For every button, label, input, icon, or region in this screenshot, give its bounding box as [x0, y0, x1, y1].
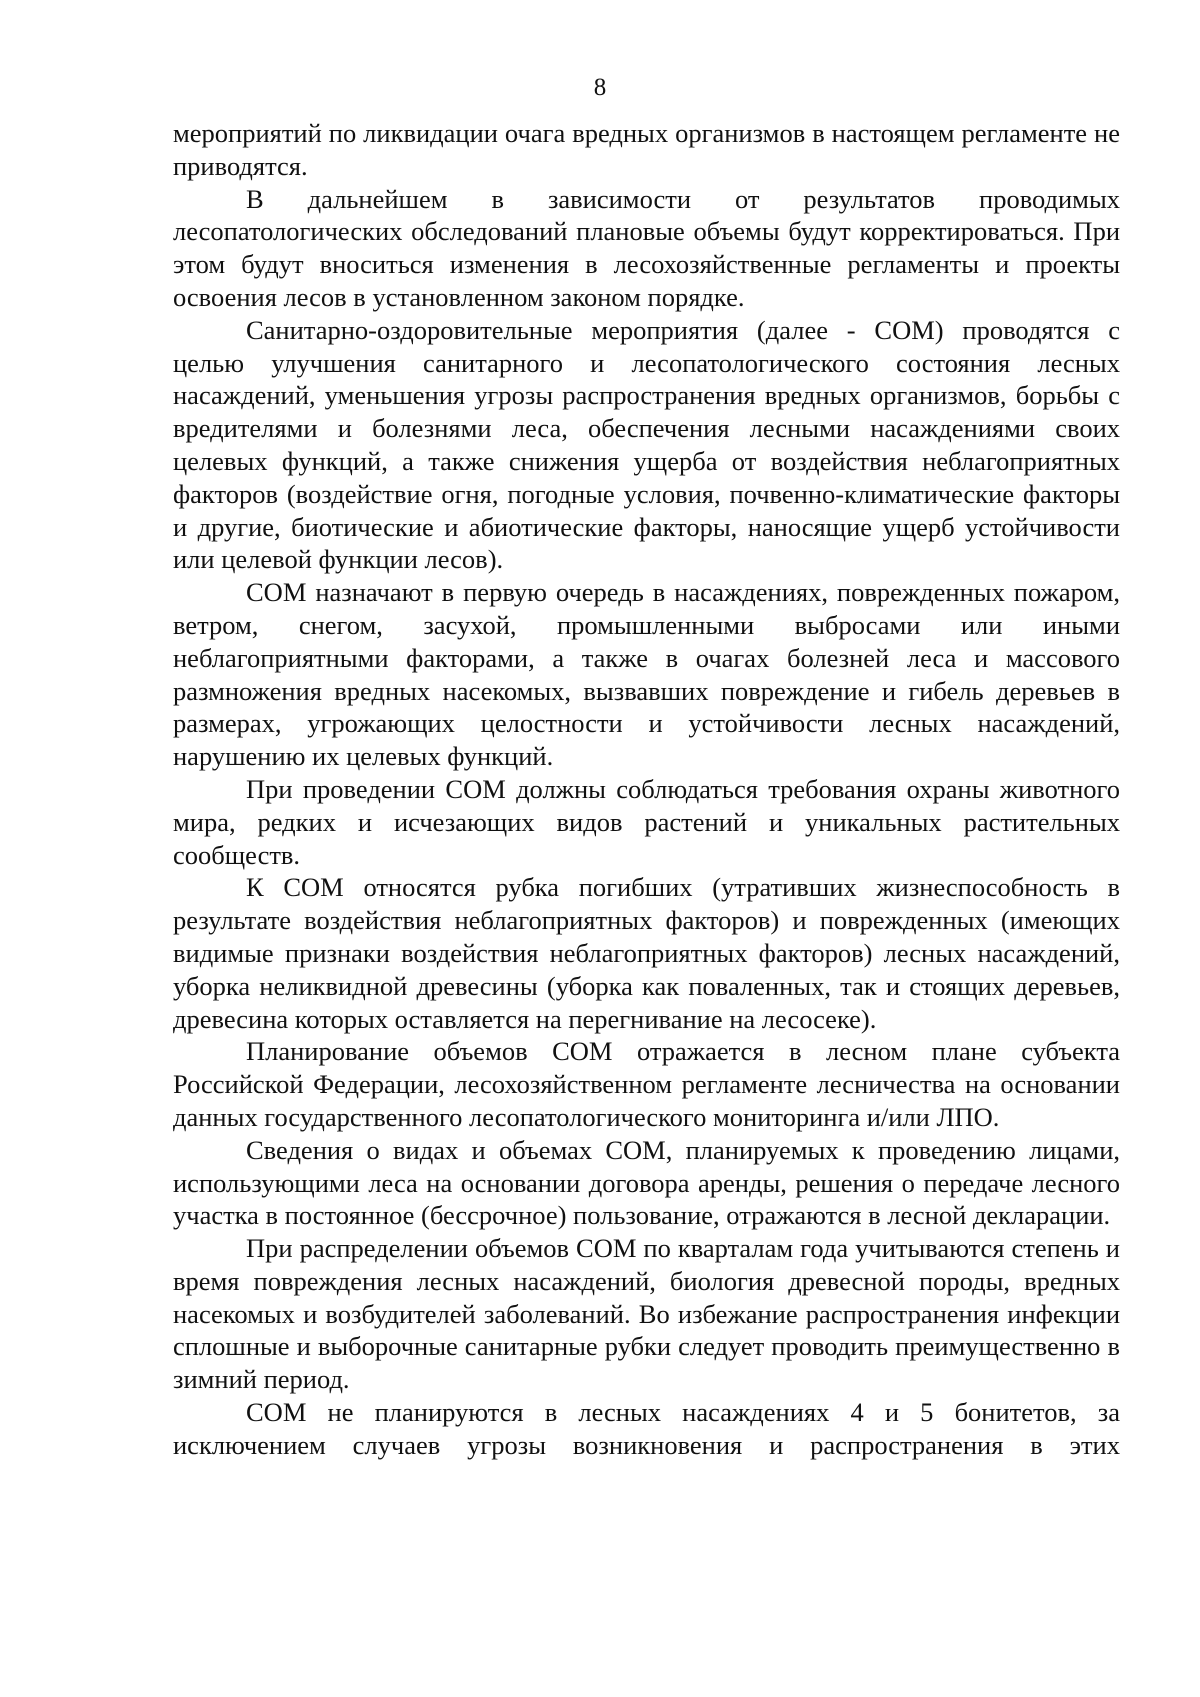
paragraph-som-assignment: СОМ назначают в первую очередь в насаждениях, поврежденных пожаром, ветром, снегом, засухой, промышленными выбросами или иными неблагоприятными факторами, а также в очагах болезней леса и массового размножения вредных насекомых, вызвавших повреждение и гибель деревьев в размерах, угрожающих целостности и устойчивости лесных насаждений, нарушению их целевых функций.	[173, 577, 1120, 772]
paragraph-som-exclusions: СОМ не планируются в лесных насаждениях 4 и 5 бонитетов, за исключением случаев угрозы возникновения и распространения в этих	[173, 1397, 1120, 1460]
document-body	[173, 117, 1120, 1462]
paragraph-som-requirements: При проведении СОМ должны соблюдаться требования охраны животного мира, редких и исчезающих видов растений и уникальных растительных сообществ.	[173, 773, 1120, 870]
paragraph-som-definition: Санитарно-оздоровительные мероприятия (далее - СОМ) проводятся с целью улучшения санитарного и лесопатологического состояния лесных насаждений, уменьшения угрозы распространения вредных организмов, борьбы с вредителями и болезнями леса, обеспечения лесными насаждениями своих целевых функций, а также снижения ущерба от воздействия неблагоприятных факторов (воздействие огня, погодные условия, почвенно-климатические факторы и другие, биотические и абиотические факторы, наносящие ущерб устойчивости или целевой функции лесов).	[173, 314, 1120, 575]
paragraph-som-declaration: Сведения о видах и объемах СОМ, планируемых к проведению лицами, использующими леса на основании договора аренды, решения о передаче лесного участка в постоянное (бессрочное) пользование, отражаются в лесной декларации.	[173, 1134, 1120, 1231]
paragraph-planned-volumes: В дальнейшем в зависимости от результатов проводимых лесопатологических обследований плановые объемы будут корректироваться. При этом будут вноситься изменения в лесохозяйственные регламенты и проекты освоения лесов в установленном законом порядке.	[173, 183, 1120, 312]
page-number: 8	[593, 74, 607, 101]
paragraph-som-distribution: При распределении объемов СОМ по кварталам года учитываются степень и время повреждения лесных насаждений, биология древесной породы, вредных насекомых и возбудителей заболеваний. Во избежание распространения инфекции сплошные и выборочные санитарные рубки следует проводить преимущественно в зимний период.	[173, 1233, 1120, 1395]
paragraph-som-planning: Планирование объемов СОМ отражается в лесном плане субъекта Российской Федерации, лесохозяйственном регламенте лесничества на основании данных государственного лесопатологического мониторинга и/или ЛПО.	[173, 1036, 1120, 1132]
paragraph-continuation: мероприятий по ликвидации очага вредных организмов в настоящем регламенте не приводятся.	[173, 118, 1120, 181]
paragraph-som-includes: К СОМ относятся рубка погибших (утративших жизнеспособность в результате воздействия неблагоприятных факторов) и поврежденных (имеющих видимые признаки воздействия неблагоприятных факторов) лесных насаждений, уборка неликвидной древесины (уборка как поваленных, так и стоящих деревьев, древесина которых оставляется на перегнивание на лесосеке).	[173, 872, 1120, 1034]
